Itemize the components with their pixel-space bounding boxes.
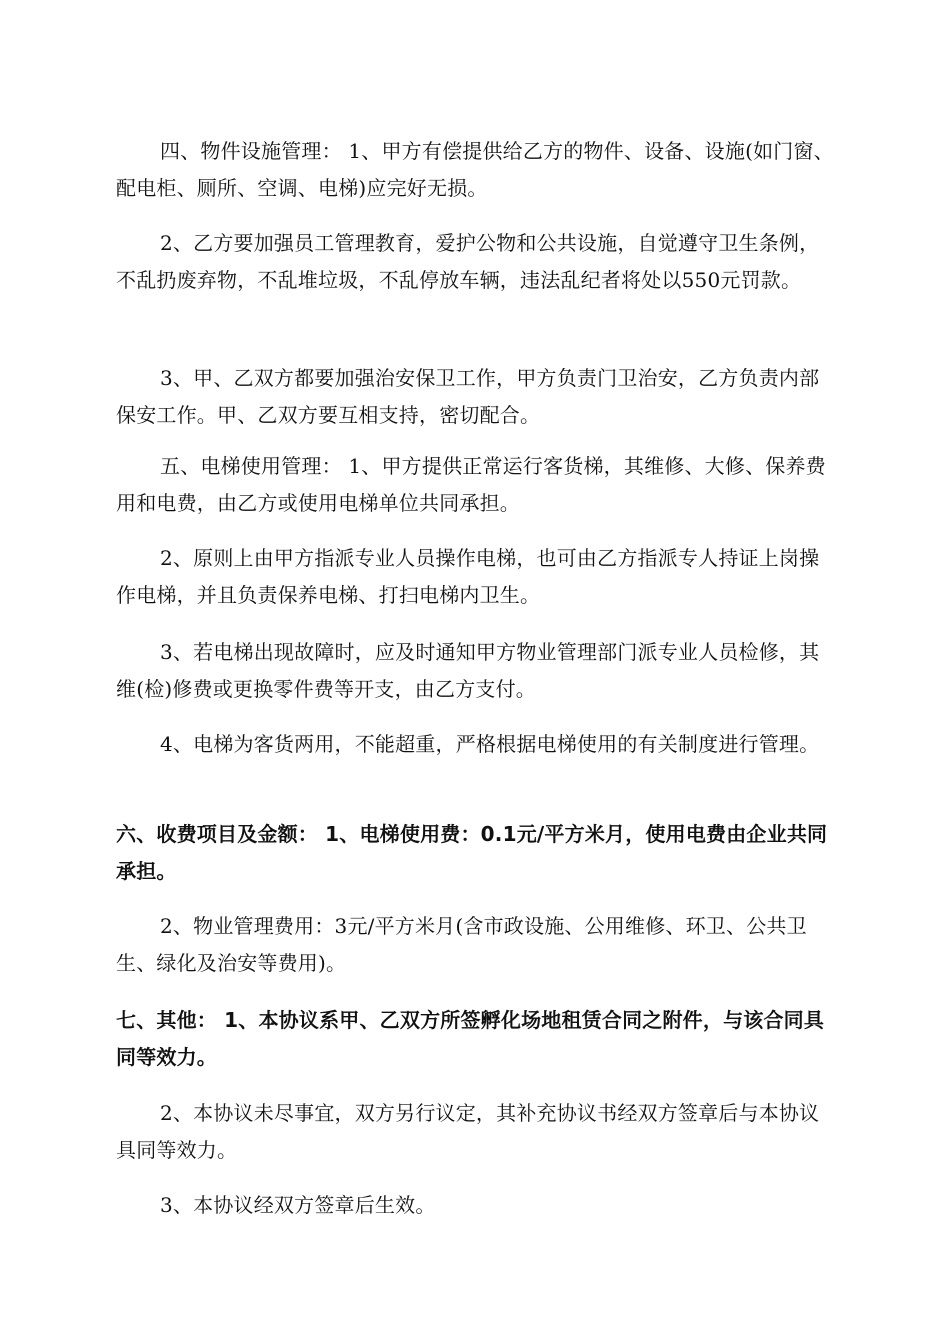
section-6-fees-paragraph: 六、收费项目及金额： 1、电梯使用费：0.1元/平方米月，使用电费由企业共同承担。 [116,822,828,883]
effective-date-paragraph: 3、本协议经双方签章后生效。 [160,1193,436,1217]
elevator-repair-paragraph: 3、若电梯出现故障时，应及时通知甲方物业管理部门派专业人员检修，其维(检)修费或更换零件费等开支，由乙方支付。 [116,640,820,701]
property-management-fee-paragraph: 2、物业管理费用：3元/平方米月(含市政设施、公用维修、环卫、公共卫生、绿化及治安等费用)。 [116,914,807,975]
elevator-operation-paragraph: 2、原则上由甲方指派专业人员操作电梯，也可由乙方指派专人持证上岗操作电梯，并且负责保养电梯、打扫电梯内卫生。 [116,546,820,607]
section-5-elevator-management-paragraph: 五、电梯使用管理： 1、甲方提供正常运行客货梯，其维修、大修、保养费用和电费，由乙方或使用电梯单位共同承担。 [116,454,826,515]
section-4-facility-management-paragraph: 四、物件设施管理： 1、甲方有偿提供给乙方的物件、设备、设施(如门窗、配电柜、厕所、空调、电梯)应完好无损。 [116,139,834,200]
section-7-other-paragraph: 七、其他： 1、本协议系甲、乙双方所签孵化场地租赁合同之附件，与该合同具同等效力。 [116,1008,825,1069]
staff-management-paragraph: 2、乙方要加强员工管理教育，爱护公物和公共设施，自觉遵守卫生条例，不乱扔废弃物，不乱堆垃圾，不乱停放车辆，违法乱纪者将处以550元罚款。 [116,231,820,292]
elevator-use-rules-paragraph: 4、电梯为客货两用，不能超重，严格根据电梯使用的有关制度进行管理。 [160,732,820,756]
supplementary-agreement-paragraph: 2、本协议未尽事宜，双方另行议定，其补充协议书经双方签章后与本协议具同等效力。 [116,1101,820,1162]
security-cooperation-paragraph: 3、甲、乙双方都要加强治安保卫工作，甲方负责门卫治安，乙方负责内部保安工作。甲、乙双方要互相支持，密切配合。 [116,366,820,427]
